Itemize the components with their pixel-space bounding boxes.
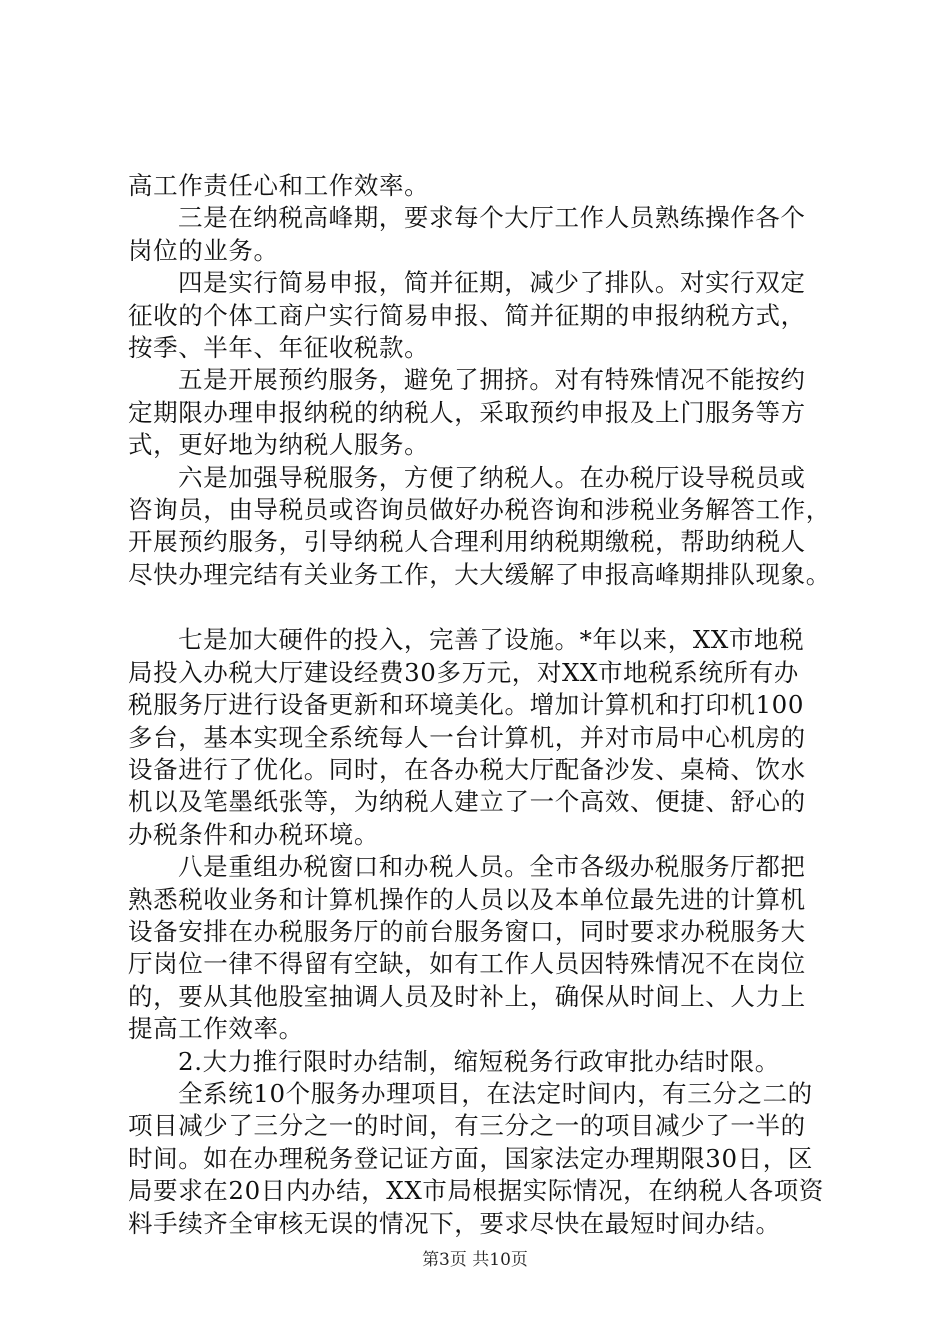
text-line: 多台，基本实现全系统每人一台计算机，并对市局中心机房的 (128, 722, 806, 752)
paragraph-start-line: 四是实行简易申报，简并征期，减少了排队。对实行双定 (178, 268, 806, 298)
text-line: 设备安排在办税服务厅的前台服务窗口，同时要求办税服务大 (128, 916, 806, 946)
text-line: 厅岗位一律不得留有空缺，如有工作人员因特殊情况不在岗位 (128, 949, 806, 979)
text-line: 熟悉税收业务和计算机操作的人员以及本单位最先进的计算机 (128, 884, 806, 914)
paragraph-start-line: 七是加大硬件的投入，完善了设施。*年以来，XX市地税 (178, 625, 805, 655)
text-line: 局要求在20日内办结，XX市局根据实际情况，在纳税人各项资 (128, 1176, 824, 1206)
section-heading: 2.大力推行限时办结制，缩短税务行政审批办结时限。 (178, 1046, 780, 1076)
document-body (128, 170, 830, 1240)
text-line: 料手续齐全审核无误的情况下，要求尽快在最短时间办结。 (128, 1208, 781, 1238)
paragraph-start-line: 五是开展预约服务，避免了拥挤。对有特殊情况不能按约 (178, 365, 806, 395)
text-line: 尽快办理完结有关业务工作，大大缓解了申报高峰期排队现象。 (128, 559, 831, 589)
text-line: 税服务厅进行设备更新和环境美化。增加计算机和打印机100 (128, 690, 805, 720)
page-footer: 第3页 共10页 (422, 1250, 528, 1270)
text-line: 时间。如在办理税务登记证方面，国家法定办理期限30日，区 (128, 1143, 813, 1173)
text-line: 办税条件和办税环境。 (128, 819, 379, 849)
paragraph-start-line: 八是重组办税窗口和办税人员。全市各级办税服务厅都把 (178, 852, 806, 882)
text-line: 的，要从其他股室抽调人员及时补上，确保从时间上、人力上 (128, 981, 806, 1011)
text-line: 岗位的业务。 (128, 235, 279, 265)
paragraph-start-line: 六是加强导税服务，方便了纳税人。在办税厅设导税员或 (178, 462, 806, 492)
text-line: 高工作责任心和工作效率。 (128, 171, 430, 200)
text-line: 按季、半年、年征收税款。 (128, 333, 430, 363)
text-line: 提高工作效率。 (128, 1014, 304, 1044)
text-line: 局投入办税大厅建设经费30多万元，对XX市地税系统所有办 (128, 657, 799, 687)
paragraph-start-line: 全系统10个服务办理项目，在法定时间内，有三分之二的 (178, 1078, 813, 1108)
text-line: 项目减少了三分之一的时间，有三分之一的项目减少了一半的 (128, 1111, 806, 1141)
text-line: 定期限办理申报纳税的纳税人，采取预约申报及上门服务等方 (128, 397, 806, 427)
paragraph-start-line: 三是在纳税高峰期，要求每个大厅工作人员熟练操作各个 (178, 203, 806, 233)
text-line: 机以及笔墨纸张等，为纳税人建立了一个高效、便捷、舒心的 (128, 787, 806, 817)
text-line: 开展预约服务，引导纳税人合理利用纳税期缴税，帮助纳税人 (128, 527, 806, 557)
text-line: 式，更好地为纳税人服务。 (128, 430, 430, 460)
text-line: 征收的个体工商户实行简易申报、简并征期的申报纳税方式， (128, 300, 806, 330)
paragraph-gap (128, 591, 830, 624)
text-line: 设备进行了优化。同时，在各办税大厅配备沙发、桌椅、饮水 (128, 754, 806, 784)
text-line: 咨询员，由导税员或咨询员做好办税咨询和涉税业务解答工作， (128, 495, 831, 525)
